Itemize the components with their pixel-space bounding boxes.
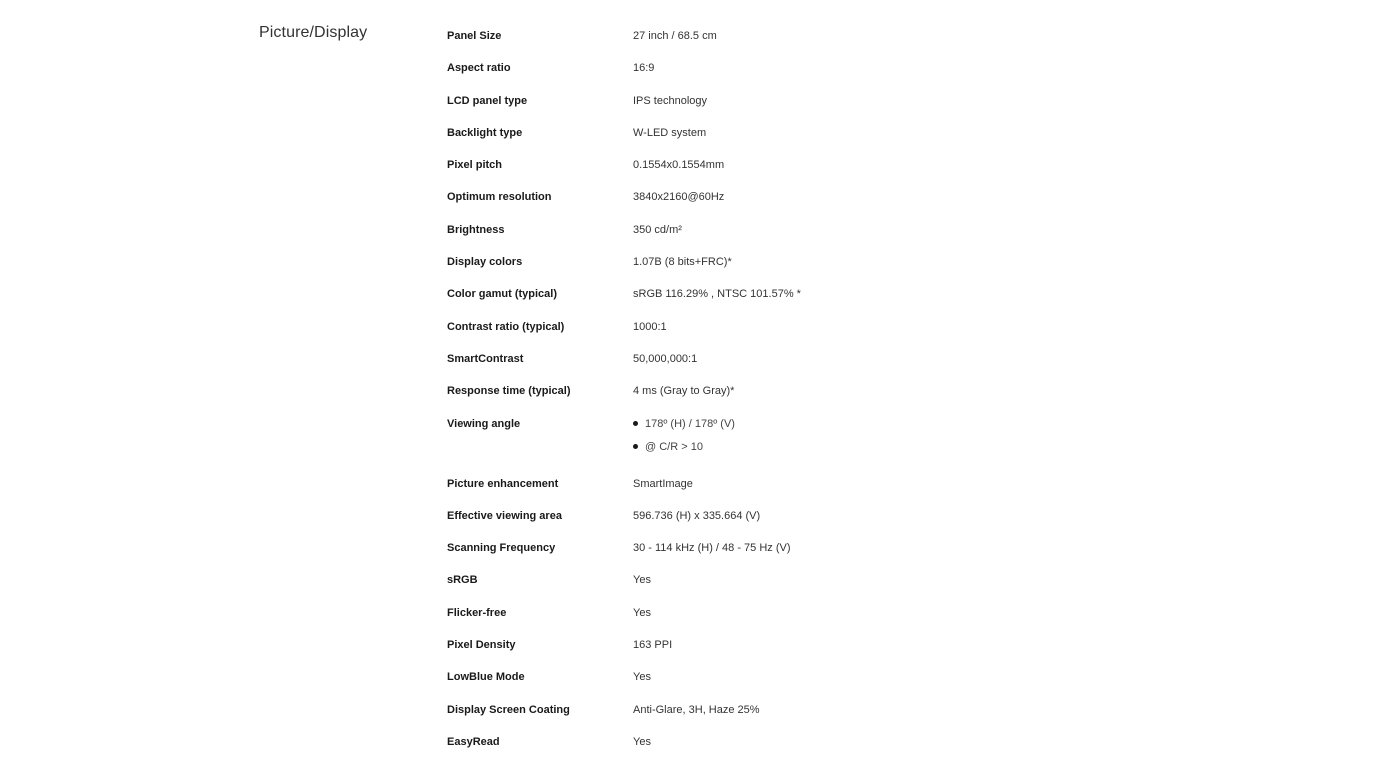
spec-value: 27 inch / 68.5 cm xyxy=(633,30,717,42)
spec-row-flicker-free xyxy=(447,603,1007,635)
spec-value: sRGB 116.29% , NTSC 101.57% * xyxy=(633,288,801,301)
spec-label: SmartContrast xyxy=(447,352,524,365)
spec-row-pixel-density xyxy=(447,635,1007,667)
spec-row-lcd-panel-type xyxy=(447,91,1007,123)
spec-value: 1000:1 xyxy=(633,320,667,333)
spec-label: Effective viewing area xyxy=(447,509,562,522)
spec-value: 163 PPI xyxy=(633,639,673,652)
spec-label: Color gamut (typical) xyxy=(447,288,558,301)
spec-value: 16:9 xyxy=(633,62,655,75)
spec-label: Panel Size xyxy=(447,30,502,42)
spec-label: Optimum resolution xyxy=(447,191,552,204)
spec-value: Yes xyxy=(633,735,651,748)
spec-label: Display colors xyxy=(447,256,523,269)
spec-value: IPS technology xyxy=(633,94,707,107)
spec-value: SmartImage xyxy=(633,477,693,490)
spec-label: Response time (typical) xyxy=(447,385,571,398)
spec-row-panel-size xyxy=(447,26,1007,58)
spec-label: EasyRead xyxy=(447,735,500,748)
spec-label: Display Screen Coating xyxy=(447,703,570,716)
spec-row-brightness xyxy=(447,220,1007,252)
spec-label: sRGB xyxy=(447,574,478,587)
spec-value: 50,000,000:1 xyxy=(633,352,698,365)
bullet-icon xyxy=(633,444,638,449)
viewing-angle-list xyxy=(633,414,735,460)
spec-value: 1.07B (8 bits+FRC)* xyxy=(633,256,732,269)
spec-label: Pixel Density xyxy=(447,639,516,652)
spec-value: Anti-Glare, 3H, Haze 25% xyxy=(633,703,760,716)
list-item-text: 178º (H) / 178º (V) xyxy=(645,417,735,430)
spec-value: 30 - 114 kHz (H) / 48 - 75 Hz (V) xyxy=(633,542,791,555)
list-item xyxy=(633,437,735,457)
spec-value: 4 ms (Gray to Gray)* xyxy=(633,385,735,398)
spec-row-lowblue-mode xyxy=(447,667,1007,699)
spec-label: Picture enhancement xyxy=(447,477,559,490)
spec-row-optimum-resolution xyxy=(447,187,1007,219)
spec-value: Yes xyxy=(633,574,651,587)
spec-row-srgb xyxy=(447,570,1007,602)
spec-label: Pixel pitch xyxy=(447,159,503,172)
list-item-text: @ C/R > 10 xyxy=(645,440,703,453)
spec-row-response-time xyxy=(447,381,1007,413)
spec-row-backlight-type xyxy=(447,123,1007,155)
spec-label: Backlight type xyxy=(447,126,523,139)
spec-value: W-LED system xyxy=(633,126,707,139)
spec-value: Yes xyxy=(633,671,651,684)
spec-label: Scanning Frequency xyxy=(447,542,556,555)
spec-label: Viewing angle xyxy=(447,417,521,430)
spec-row-pixel-pitch xyxy=(447,155,1007,187)
spec-label: Brightness xyxy=(447,223,505,236)
spec-value: Yes xyxy=(633,606,651,619)
spec-row-picture-enhancement xyxy=(447,474,1007,506)
spec-row-effective-viewing-area xyxy=(447,506,1007,538)
spec-label: Contrast ratio (typical) xyxy=(447,320,565,333)
spec-label: LowBlue Mode xyxy=(447,671,525,684)
spec-table xyxy=(447,26,1007,764)
spec-row-display-screen-coating xyxy=(447,700,1007,732)
spec-label: Aspect ratio xyxy=(447,62,511,75)
spec-row-aspect-ratio xyxy=(447,58,1007,90)
spec-row-viewing-angle xyxy=(447,414,1007,474)
spec-row-contrast-ratio xyxy=(447,317,1007,349)
spec-value: 350 cd/m² xyxy=(633,223,682,236)
spec-label: LCD panel type xyxy=(447,94,528,107)
spec-value: 596.736 (H) x 335.664 (V) xyxy=(633,509,761,522)
spec-row-color-gamut xyxy=(447,284,1007,316)
spec-row-scanning-frequency xyxy=(447,538,1007,570)
list-item xyxy=(633,414,735,434)
section-title: Picture/Display xyxy=(259,24,368,41)
spec-row-display-colors xyxy=(447,252,1007,284)
spec-value: 0.1554x0.1554mm xyxy=(633,159,725,172)
bullet-icon xyxy=(633,421,638,426)
spec-value: 3840x2160@60Hz xyxy=(633,191,725,204)
spec-row-easyread xyxy=(447,732,1007,764)
spec-row-smartcontrast xyxy=(447,349,1007,381)
spec-label: Flicker-free xyxy=(447,606,507,619)
